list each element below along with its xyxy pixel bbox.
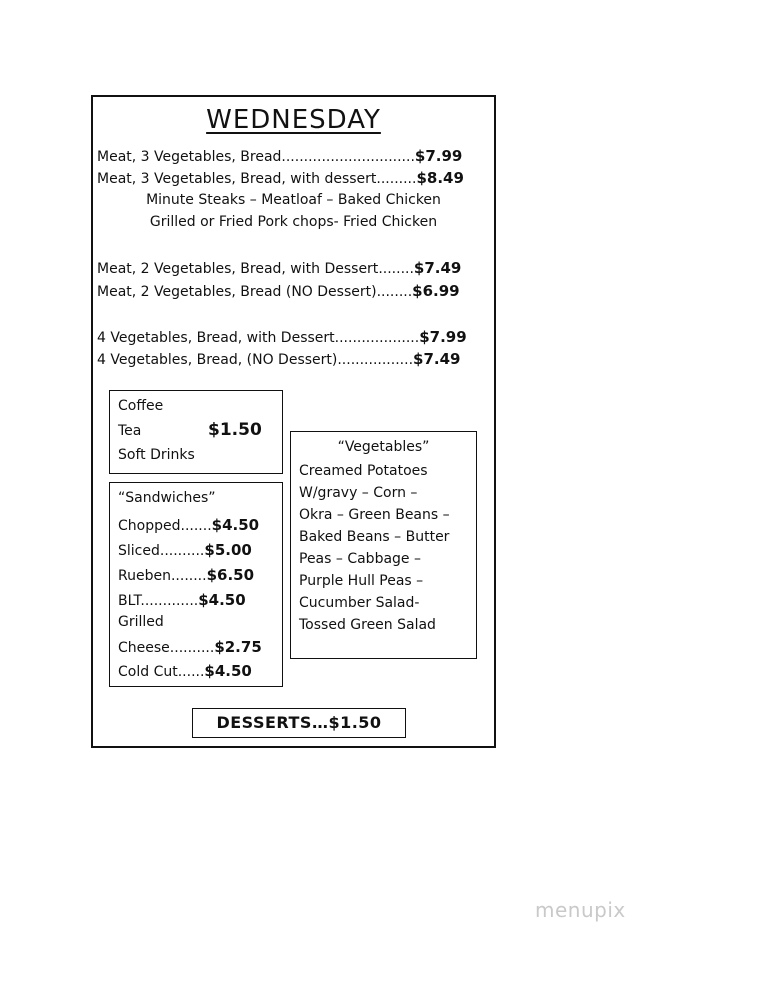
- dot-leader: ........: [378, 261, 414, 277]
- dot-leader: ..........: [159, 543, 205, 559]
- drink-coffee: Coffee: [118, 398, 164, 414]
- desserts-box: DESSERTS…$1.50: [192, 708, 406, 738]
- dot-leader: ..............................: [281, 149, 415, 165]
- sandwich-price: $4.50: [204, 662, 252, 680]
- sandwich-label: Grilled: [118, 614, 164, 630]
- drink-soft-drinks: Soft Drinks: [118, 447, 195, 463]
- sandwich-item: [118, 516, 259, 534]
- dot-leader: .........: [376, 171, 417, 187]
- vegetables-line: Okra – Green Beans –: [299, 507, 450, 523]
- sandwich-price: $2.75: [214, 638, 262, 656]
- special-line-1: [97, 147, 462, 165]
- sandwich-label: Rueben: [118, 568, 171, 584]
- dot-leader: ........: [376, 284, 413, 300]
- dot-leader: .......: [180, 518, 212, 534]
- special-label: Meat, 2 Vegetables, Bread, with Dessert: [97, 261, 379, 277]
- special-price: $7.49: [413, 350, 461, 368]
- special-label: Meat, 3 Vegetables, Bread: [97, 149, 282, 165]
- sandwich-item: [118, 638, 262, 656]
- sandwich-item: [118, 541, 252, 559]
- vegetables-line: Purple Hull Peas –: [299, 573, 424, 589]
- dot-leader: ......: [177, 664, 205, 680]
- special-price: $6.99: [412, 282, 460, 300]
- special-line-5: [97, 328, 467, 346]
- sandwich-price: $4.50: [198, 591, 246, 609]
- menu-card: [91, 95, 496, 748]
- meat-choices-line-2: Grilled or Fried Pork chops- Fried Chicken: [149, 214, 438, 230]
- special-price: $7.99: [419, 328, 467, 346]
- vegetables-box: [290, 431, 477, 659]
- drinks-price: $1.50: [208, 420, 262, 440]
- menupix-watermark: menupix: [535, 898, 626, 922]
- special-price: $7.99: [414, 147, 463, 165]
- sandwich-item: [118, 662, 252, 680]
- special-label: 4 Vegetables, Bread, with Dessert: [97, 330, 335, 346]
- sandwich-item: [118, 566, 254, 584]
- sandwich-label: Sliced: [118, 543, 160, 559]
- dot-leader: .................: [337, 352, 414, 368]
- vegetables-line: Peas – Cabbage –: [299, 551, 421, 567]
- dot-leader: ...................: [334, 330, 420, 346]
- vegetables-line: Baked Beans – Butter: [299, 529, 450, 545]
- drinks-box: [109, 390, 283, 474]
- special-price: $8.49: [416, 169, 464, 187]
- sandwich-label: Cheese: [118, 640, 170, 656]
- sandwich-price: $6.50: [206, 566, 255, 584]
- vegetables-line: Tossed Green Salad: [299, 617, 436, 633]
- vegetables-line: Creamed Potatoes: [299, 463, 428, 479]
- special-label: 4 Vegetables, Bread, (NO Dessert): [97, 352, 338, 368]
- sandwich-label: BLT: [118, 593, 141, 609]
- vegetables-line: W/gravy – Corn –: [299, 485, 418, 501]
- sandwich-price: $4.50: [211, 516, 260, 534]
- dot-leader: .............: [140, 593, 199, 609]
- sandwich-label: Chopped: [118, 518, 181, 534]
- sandwich-price: $5.00: [204, 541, 252, 559]
- meat-choices-line-1: Minute Steaks – Meatloaf – Baked Chicken: [146, 192, 441, 208]
- special-line-6: [97, 350, 460, 368]
- drink-tea: Tea: [118, 423, 142, 439]
- dot-leader: ........: [170, 568, 207, 584]
- sandwiches-box: [109, 482, 283, 687]
- sandwiches-heading: “Sandwiches”: [118, 490, 216, 506]
- dot-leader: ..........: [169, 640, 215, 656]
- vegetables-line: Cucumber Salad-: [299, 595, 420, 611]
- special-price: $7.49: [413, 259, 462, 277]
- special-line-2: [97, 169, 464, 187]
- sandwich-label: Cold Cut: [118, 664, 178, 680]
- special-line-3: [97, 259, 461, 277]
- sandwich-item: [118, 614, 164, 630]
- menu-title: WEDNESDAY: [206, 105, 381, 135]
- special-line-4: [97, 282, 460, 300]
- special-label: Meat, 3 Vegetables, Bread, with dessert: [97, 171, 377, 187]
- sandwich-item: [118, 591, 246, 609]
- vegetables-heading: “Vegetables”: [337, 439, 430, 455]
- special-label: Meat, 2 Vegetables, Bread (NO Dessert): [97, 284, 377, 300]
